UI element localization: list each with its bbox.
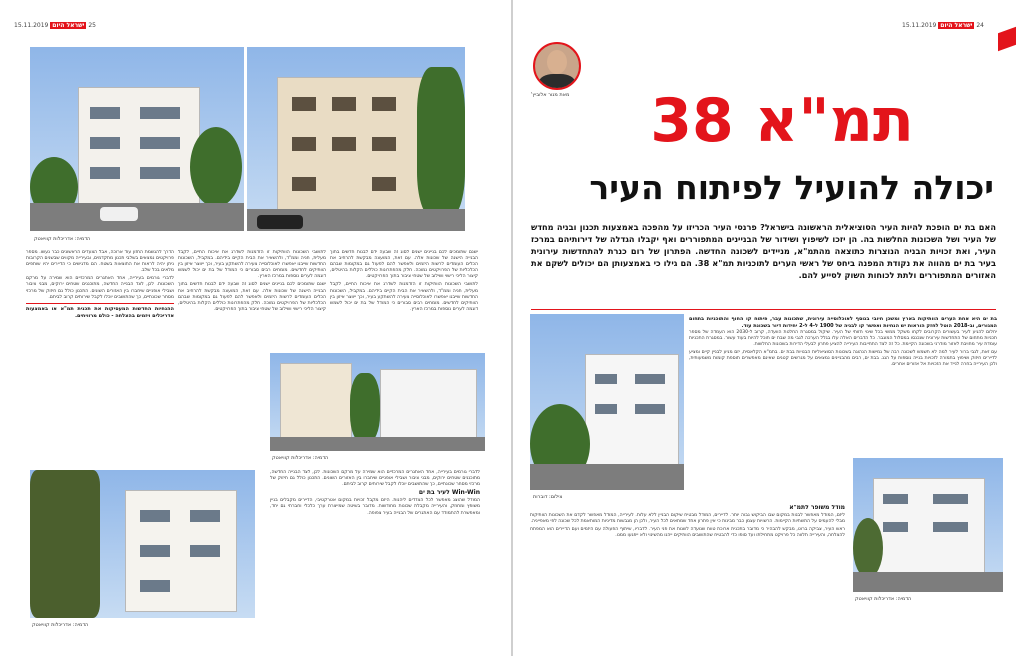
photo-building-white [30, 47, 244, 231]
left-page [0, 0, 511, 656]
right-folio-logo: ישראל היום [940, 22, 973, 29]
body-left-d: הדרך להגשמת החזון עוד ארוכה, אבל הצעדים הראשונים כבר נעשו. מספר פרויקטים נמצאים בשלבי תכנון מתקדמים, ובעירייה מקווים שבשנים הקרובות ניתן יהיה לראות את התוצאות בשטח. הם מדגישים כי הדיירים יהיו שותפים מלאים בכל שלב. [26, 250, 174, 274]
article-title: תמ"א 38 [650, 86, 914, 156]
body-left-a2: ישנם שתומכים לכם בניינים ישנים לסוג זה שבעה ידם לבנות חדשים בתוך הבנייה הישנה של שכונות אלה. עם זאת, המועצה מבקשת להרחיב את הכלים העומדים לרשות היזמים ולאפשר להם לפעול גם במקומות שבהם הכלכליות של הפרויקטים נמוכה. חלק מהפתרונות כוללים הקלות בהיטלים, קיצור הליכי רישוי ושילוב של שטחי ציבור בתוך הפרויקטים. [178, 282, 326, 312]
caption-photo-tl: הדמיה: אדריכלות קוויאטק [34, 236, 91, 242]
body-left-c: לדברי גורמים בעירייה, אחד האתגרים המרכזיים הוא שמירה על מרקם השכונות. לכן, לצד הבנייה החדשה, מתוכננים שטחים ירוקים, מבני ציבור ושבילי אופניים שיחברו בין האזורים השונים. התכנון כולל גם חיזוק של מרכזי מסחר שכונתיים, כך שהתושבים יוכלו לקבל שירותים קרוב לביתם. [26, 276, 174, 300]
photo-street-left-mid [270, 353, 485, 451]
author-photo [533, 42, 581, 90]
body-right-top: יחלום להגיע לעיר בעשורים הקרובים לקחו משקל ממשי בכל שינוי חזותי של העיר. שיקול במסגרת החלטת הוועדה, קרוב ל-2030 הוא העמדה של מספר תכניות מתחום של התחדשות עירונית שנכנסו במסלול המוגבר. כל הדברים האלה עלו בגלל הערכה לגבי מה שבת ים תוכל להיות בעוד עשור. במסגרת התכניות עומדת עיר מחויבת לאזור מודרני בשכונה הקיימת. כל זה לצד התחייבות העירייה להציע פתרון לבעלי הדירות בשכונות החלשות. [689, 330, 997, 348]
subhead-model: מודל משופר לתמ"א [789, 505, 845, 511]
left-folio-logo: ישראל היום [52, 22, 85, 29]
caption-photo-right-bottom: הדמיה: אדריכלות קוויאטק [855, 596, 912, 602]
photo-building-old [247, 47, 465, 231]
body-left-a: ישנם שתומכים לכם בניינים ישנים לסוג זה שבעה ידם לבנות חדשים בתוך הבנייה הישנה של שכונות אלה. עם זאת, המועצה מבקשת להרחיב את הכלים העומדים לרשות היזמים ולאפשר להם לפעול גם במקומות שבהם הכלכליות של הפרויקטים נמוכה. חלק מהפתרונות כוללים הקלות בהיטלים, קיצור הליכי רישוי ושילוב של שטחי ציבור בתוך הפרויקטים. [330, 250, 478, 280]
corner-tab-icon [998, 27, 1016, 52]
body-right-mid: עם זאת, לגבי ברור לעיר למה לא תשמש לשכונה רבה של גמישות הנהוגה בשכונות הסוציאליות הבנויות בבת ים. בתמ"א הקלאסית, יזם מגיע לבניין קיים ומציע לדיירים חיזוק ושיפוץ בתמורה לזכויות בנייה נוספות על הגג. בבת ים, רבים מהבניינים נמצאים על מגרשים קטנים שאינם מאפשרים תוספת קומות משמעותית, ולכן העירייה בחרה לנייד את הזכויות אל אזורים אחרים. [689, 350, 997, 368]
right-body-upper [689, 314, 997, 448]
lead-divider [531, 309, 996, 310]
photo-building-right-mid [530, 314, 684, 490]
article-subtitle: יכולה להועיל לפיתוח העיר [589, 168, 994, 207]
left-column-3 [26, 250, 174, 440]
highlight-right: בת ים היא אחת הערים הוותיקות בארץ ומשכן חיובי בנוסף לאוכלוסייה עירונית, שתכונות עבר, פיתוח קו החוף והתוכניות בתחום המגורים, וב-2018 הוטל לחזק הוראות יש הנחיות ואפשר קו לבניה של 1900 ל-4 ל-2 יחידות דיור בשכונת עוד. [689, 316, 997, 329]
left-page-number: 25 [88, 22, 96, 29]
left-folio-date: 15.11.2019 [14, 22, 49, 29]
subhead-winwin: Win-Win לעיר בת ים [418, 489, 480, 497]
left-folio [14, 22, 96, 29]
article-lead: האם בת ים הופכת להיות העיר הסוציאלית הראשונה בישראל? פרנסי העיר הכריזו על מהפכה באמצעות תכנון ובניה מחדש של העיר ושל השכונות החלשות בה. הן יזכו לשיפוץ ושידור של הבניינים המתפוררים ואף יקבלו הגדלה של דירותיהם במרכז העיר, ואת זכויות הבניה הנוצרות כתוצאה מהתמ"א, מניידים לשכונה החדשה. הפתרון של רום כנרת להתחדשות עירונית בעיר בת ים מהווה את נקודת המפנה ביחס של ראשי הערים לתוכניות תמ"א 38. הם גילו כי באמצעותן הם יכולים לשקם את האזורים המתפוררים ולתת לכוחות השוק לסייע להם. [531, 222, 996, 280]
caption-photo-right-mid: צילום: דוברות [533, 494, 563, 500]
left-lower-column [270, 470, 480, 618]
right-folio-date: 15.11.2019 [902, 22, 937, 29]
caption-photo-left-bottom: הדמיה: אדריכלות קוויאטק [32, 622, 89, 628]
body-left-winwin: המודל שהוצג מאפשר לכל הצדדים ליהנות. היזם מקבל זכויות במקום אטרקטיבי, הדיירים מקבלים בניין משופץ ומחוזק, והעירייה מקבלת שכונות מחודשות. מדובר בשיטה שמייצרת ערך כלכלי וחברתי גם יחד, ומאפשרת להתמודד עם האתגרים של הבנייה בעיר צפופה. [270, 498, 480, 516]
caption-photo-left-mid: הדמיה: אדריכלות קוויאטק [272, 455, 329, 461]
body-left-b: לתושבי השכונות הוותיקות זו הזדמנות לשדרג את איכות החיים, לקבל מעלית, חניה וממ"ד, ולהשאיר את הבית הקיים בידיהם. במקביל, השכונות החדשות שייבנו יאפשרו לאוכלוסייה צעירה להשתקע בעיר, וכך ייווצר איזון בין הוותיקים לחדשים. מומחים רבים סבורים כי המודל של בת ים יכול לשמש דוגמה לערים נוספות במרכז הארץ. [178, 250, 326, 280]
right-folio [902, 22, 984, 29]
highlight-left: ההנחיות החדשות המעסיקות את תכנית תמ"א או באמצעות אדריכלים ויזמים בהצלחה - כולם מרוויחים. [26, 303, 174, 320]
photo-building-bottom-left [30, 470, 255, 618]
body-left-c2: לדברי גורמים בעירייה, אחד האתגרים המרכזיים הוא שמירה על מרקם השכונות. לכן, לצד הבנייה החדשה, מתוכננים שטחים ירוקים, מבני ציבור ושבילי אופניים שיחברו בין האזורים השונים. התכנון כולל גם חיזוק של מרכזי מסחר שכונתיים, כך שהתושבים יוכלו לקבל שירותים קרוב לביתם. [270, 470, 480, 488]
body-right-bottom: ראש העיר, צביקה ברוט, מבקש להבהיר כי מדובר בתכנית ארוכת טווח שנועדה לשנות את פני העיר. לדבריו, שיתוף הפעולה עם היזמים ועם הדיירים הוא המפתח להצלחה, והעירייה תלווה כל פרויקט מתחילתו ועד סופו כדי להבטיח שהתושבים הוותיקים ייהנו מהשינוי ולא ייפגעו ממנו. [530, 527, 845, 539]
author-caption: מאת מנור אלוביץ' [531, 92, 570, 98]
right-page-number: 24 [976, 22, 984, 29]
body-left-b2: לתושבי השכונות הוותיקות זו הזדמנות לשדרג את איכות החיים, לקבל מעלית, חניה וממ"ד, ולהשאיר את הבית הקיים בידיהם. במקביל, השכונות החדשות שייבנו יאפשרו לאוכלוסייה צעירה להשתקע בעיר, וכך ייווצר איזון בין הוותיקים לחדשים. מומחים רבים סבורים כי המודל של בת ים יכול לשמש דוגמה לערים נוספות במרכז הארץ. [330, 282, 478, 312]
right-body-lower [530, 505, 845, 620]
right-page [513, 0, 1024, 656]
photo-building-right-bottom [853, 458, 1003, 592]
body-right-lower: ליזם, המודל מאפשר לבנות במקום שבו הביקוש גבוה יותר. לדיירים, המודל מבטיח שיקום הבניין ללא עלות. לעירייה, המודל מאפשר לקדם את השכונות הוותיקות מבלי להעמיס על התשתיות הקיימות. הרשויות עצמן כבר מבינות כי אין פתרון אחד שמתאים לכל העיר, ולכן הן מגבשות מדיניות המותאמת לכל שכונה לפי מאפייניה. [530, 513, 845, 525]
